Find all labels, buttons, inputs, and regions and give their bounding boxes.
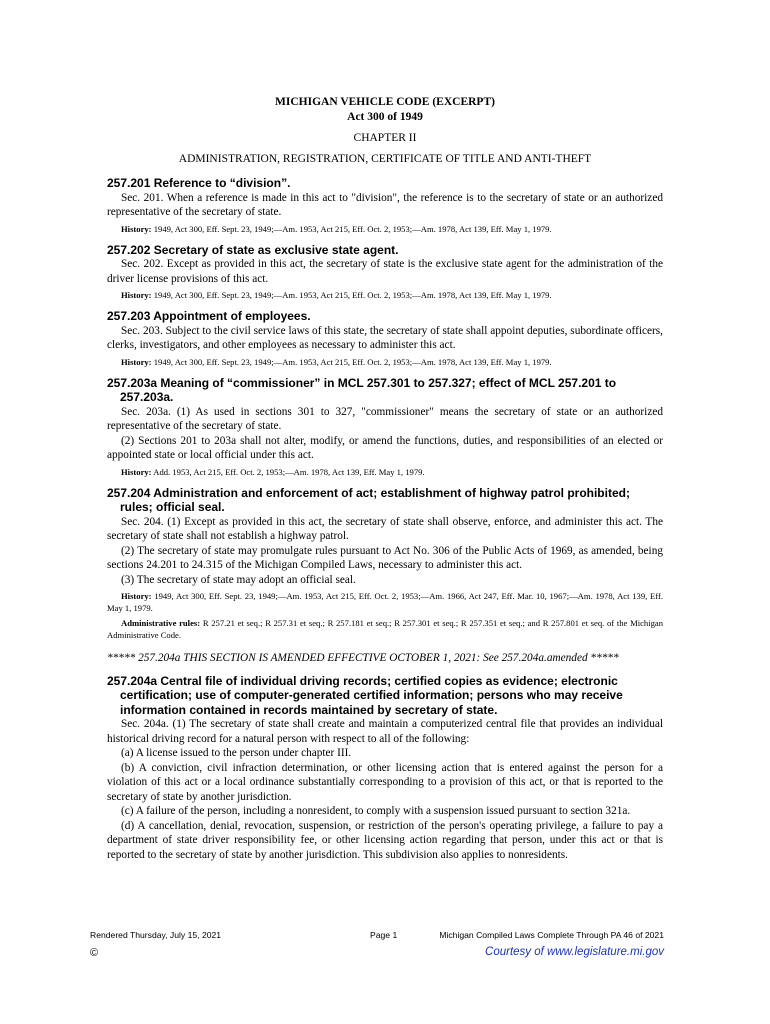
chapter-subtitle: ADMINISTRATION, REGISTRATION, CERTIFICATE OF TITLE AND ANTI-THEFT <box>178 153 592 165</box>
section-257-203 <box>107 309 663 368</box>
section-paragraph: (a) A license issued to the person under chapter III. <box>121 747 352 759</box>
document-body <box>107 95 663 862</box>
section-heading: 257.204a Central file of individual driving records; certified copies as evidence; electronic certification; use of computer-generated certified information; persons who may receive information contained in records maintained by secretary of state. <box>107 673 623 717</box>
section-paragraph: (3) The secretary of state may adopt an official seal. <box>121 573 356 586</box>
chapter-number: CHAPTER II <box>353 132 417 144</box>
history-text: 1949, Act 300, Eff. Sept. 23, 1949;—Am. 1953, Act 215, Eff. Oct. 2, 1953;—Am. 1978, Act 139, Eff. May 1, 1979. <box>153 223 552 234</box>
courtesy-link[interactable]: Courtesy of www.legislature.mi.gov <box>485 946 664 958</box>
admin-rules-text: R 257.21 et seq.; R 257.31 et seq.; R 257.181 et seq.; R 257.301 et seq.; R 257.351 et seq.; and R 257.801 et seq. of the Michigan Administrative Code. <box>107 618 663 640</box>
section-257-203a <box>107 376 663 478</box>
section-paragraph: Sec. 204a. (1) The secretary of state shall create and maintain a computerized central file that provides an individual historical driving record for a natural person with respect to all of the following: <box>107 718 663 745</box>
history-text: 1949, Act 300, Eff. Sept. 23, 1949;—Am. 1953, Act 215, Eff. Oct. 2, 1953;—Am. 1978, Act 139, Eff. May 1, 1979. <box>153 356 552 367</box>
section-paragraph: (c) A failure of the person, including a nonresident, to comply with a suspension issued pursuant to section 321a. <box>121 805 631 817</box>
section-paragraph: Sec. 203a. (1) As used in sections 301 to 327, "commissioner" means the secretary of state or an authorized representative of the secretary of state. <box>107 405 663 432</box>
act-title: MICHIGAN VEHICLE CODE (EXCERPT) <box>275 96 495 108</box>
history-label: History: <box>121 356 152 367</box>
section-paragraph: (2) The secretary of state may promulgate rules pursuant to Act No. 306 of the Public Acts of 1969, as amended, being sections 24.201 to 24.315 of the Michigan Compiled Laws, necessary to administer this act. <box>107 544 663 571</box>
section-paragraph: Sec. 203. Subject to the civil service laws of this state, the secretary of state shall appoint deputies, subordinate officers, clerks, investigators, and other employees as necessary to administer this act. <box>107 324 663 351</box>
section-paragraph: (b) A conviction, civil infraction determination, or other licensing action that is entered against the person for a violation of this act or a local ordinance substantially corresponding to a provision of this act, or that is reported to the secretary of state by another jurisdiction. <box>107 761 663 803</box>
section-257-202 <box>107 243 663 302</box>
section-paragraph: Sec. 201. When a reference is made in this act to "division", the reference is to the secretary of state or an authorized representative of the secretary of state. <box>107 191 663 218</box>
section-heading: 257.203a Meaning of “commissioner” in MCL 257.301 to 257.327; effect of MCL 257.201 to 257.203a. <box>107 375 617 404</box>
amendment-notice: ***** 257.204a THIS SECTION IS AMENDED EFFECTIVE OCTOBER 1, 2021: See 257.204a.amended ***** <box>107 652 619 664</box>
section-history <box>107 590 663 614</box>
section-heading: 257.203 Appointment of employees. <box>107 309 311 323</box>
section-heading: 257.201 Reference to “division”. <box>107 176 291 190</box>
rendered-date: Rendered Thursday, July 15, 2021 <box>90 930 222 940</box>
section-paragraph: (2) Sections 201 to 203a shall not alter, modify, or amend the functions, duties, and responsibilities of an elected or appointed state or local official under this act. <box>107 434 663 461</box>
act-number: Act 300 of 1949 <box>347 111 423 123</box>
history-label: History: <box>121 591 152 601</box>
section-paragraph: Sec. 204. (1) Except as provided in this act, the secretary of state shall observe, enforce, and administer this act. The secretary of state shall not establish a highway patrol. <box>107 515 663 542</box>
history-text: Add. 1953, Act 215, Eff. Oct. 2, 1953;—Am. 1978, Act 139, Eff. May 1, 1979. <box>153 466 425 477</box>
history-label: History: <box>121 290 152 300</box>
section-paragraph: (d) A cancellation, denial, revocation, suspension, or restriction of the person's operating privilege, a failure to pay a department of state driver responsibility fee, or other licensing action regarding that person, under this act or that is reported to the secretary of state by another jurisdiction. This subdivision also applies to nonresidents. <box>107 819 663 861</box>
copyright-symbol: © <box>90 947 99 959</box>
section-history <box>107 289 663 301</box>
compiled-through: Michigan Compiled Laws Complete Through PA 46 of 2021 <box>439 930 664 940</box>
history-label: History: <box>121 466 152 477</box>
section-paragraph: Sec. 202. Except as provided in this act, the secretary of state is the exclusive state agent for the administration of the driver license provisions of this act. <box>107 258 663 285</box>
section-257-204a <box>107 674 663 863</box>
section-257-201 <box>107 176 663 235</box>
administrative-rules <box>107 617 663 641</box>
section-heading: 257.202 Secretary of state as exclusive state agent. <box>107 242 399 257</box>
section-history <box>107 466 663 478</box>
section-history <box>107 223 663 235</box>
section-heading: 257.204 Administration and enforcement of act; establishment of highway patrol prohibited; rules; official seal. <box>107 485 630 514</box>
history-text: 1949, Act 300, Eff. Sept. 23, 1949;—Am. 1953, Act 215, Eff. Oct. 2, 1953;—Am. 1966, Act 247, Eff. Mar. 10, 1967;—Am. 1978, Act 139, Eff. May 1, 1979. <box>107 591 663 613</box>
history-label: History: <box>121 223 152 234</box>
page-number: Page 1 <box>370 930 398 940</box>
section-history <box>107 356 663 368</box>
section-257-204 <box>107 486 663 642</box>
history-text: 1949, Act 300, Eff. Sept. 23, 1949;—Am. 1953, Act 215, Eff. Oct. 2, 1953;—Am. 1978, Act 139, Eff. May 1, 1979. <box>153 290 552 300</box>
admin-rules-label: Administrative rules: <box>121 618 201 628</box>
